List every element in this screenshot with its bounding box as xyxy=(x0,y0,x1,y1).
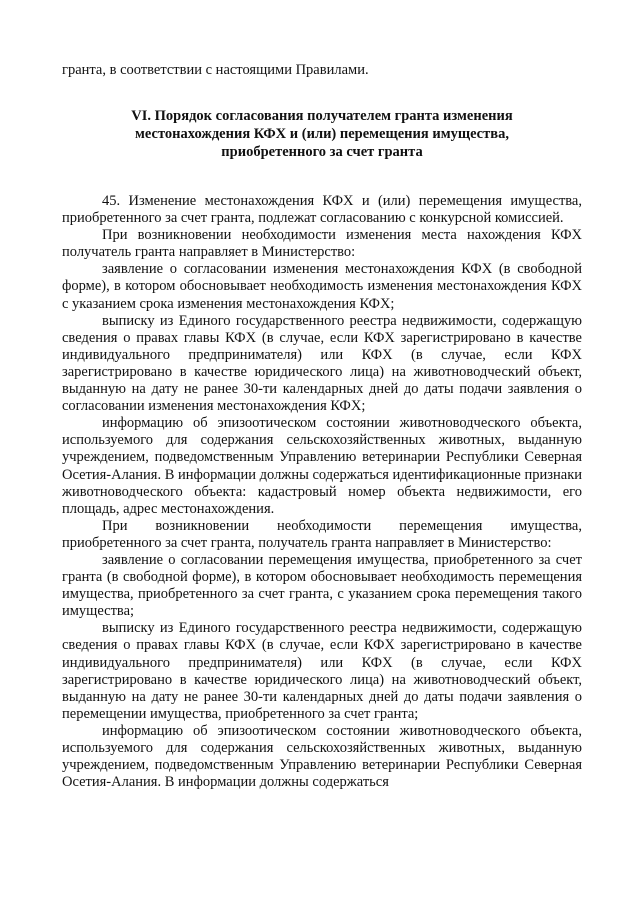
paragraph: информацию об эпизоотическом состоянии животноводческого объекта, используемого для содержания сельскохозяйственных животных, выданную учреждением, подведомственным Управлению ветеринарии Республики Северная Осетия-Алания. В информации должны содержаться идентификационные признаки животноводческого объекта: кадастровый номер объекта недвижимости, его площадь, адрес местонахождения. xyxy=(62,415,582,517)
document-body xyxy=(62,193,582,791)
section-heading-line: приобретенного за счет гранта xyxy=(221,144,423,160)
paragraph: 45. Изменение местонахождения КФХ и (или) перемещения имущества, приобретенного за счет гранта, подлежат согласованию с конкурсной комиссией. xyxy=(62,193,582,227)
section-heading xyxy=(62,107,582,161)
paragraph: выписку из Единого государственного реестра недвижимости, содержащую сведения о правах главы КФХ (в случае, если КФХ зарегистрировано в качестве индивидуального предпринимателя) или КФХ (в случае, если КФХ зарегистрировано в качестве юридического лица) на животноводческий объект, выданную на дату не ранее 30-ти календарных дней до даты подачи заявления о перемещении имущества, приобретенного за счет гранта; xyxy=(62,620,582,722)
document-page xyxy=(62,62,582,791)
paragraph: заявление о согласовании изменения местонахождения КФХ (в свободной форме), в котором обосновывает необходимость изменения местонахождения КФХ с указанием срока изменения местонахождения КФХ; xyxy=(62,261,582,312)
continuation-line: гранта, в соответствии с настоящими Правилами. xyxy=(62,62,369,78)
section-heading-line: местонахождения КФХ и (или) перемещения имущества, xyxy=(135,126,509,142)
paragraph: При возникновении необходимости изменения места нахождения КФХ получатель гранта направляет в Министерство: xyxy=(62,227,582,261)
paragraph: При возникновении необходимости перемещения имущества, приобретенного за счет гранта, получатель гранта направляет в Министерство: xyxy=(62,517,582,551)
section-heading-line: VI. Порядок согласования получателем гранта изменения xyxy=(131,108,513,124)
paragraph: информацию об эпизоотическом состоянии животноводческого объекта, используемого для содержания сельскохозяйственных животных, выданную учреждением, подведомственным Управлению ветеринарии Республики Северная Осетия-Алания. В информации должны содержаться xyxy=(62,722,582,791)
paragraph: выписку из Единого государственного реестра недвижимости, содержащую сведения о правах главы КФХ (в случае, если КФХ зарегистрировано в качестве индивидуального предпринимателя) или КФХ (в случае, если КФХ зарегистрировано в качестве юридического лица) на животноводческий объект, выданную на дату не ранее 30-ти календарных дней до даты подачи заявления о согласовании изменения местонахождения КФХ; xyxy=(62,312,582,415)
paragraph: заявление о согласовании перемещения имущества, приобретенного за счет гранта (в свободной форме), в котором обосновывает необходимость перемещения имущества, приобретенного за счет гранта, с указанием срока перемещения такого имущества; xyxy=(62,551,582,620)
